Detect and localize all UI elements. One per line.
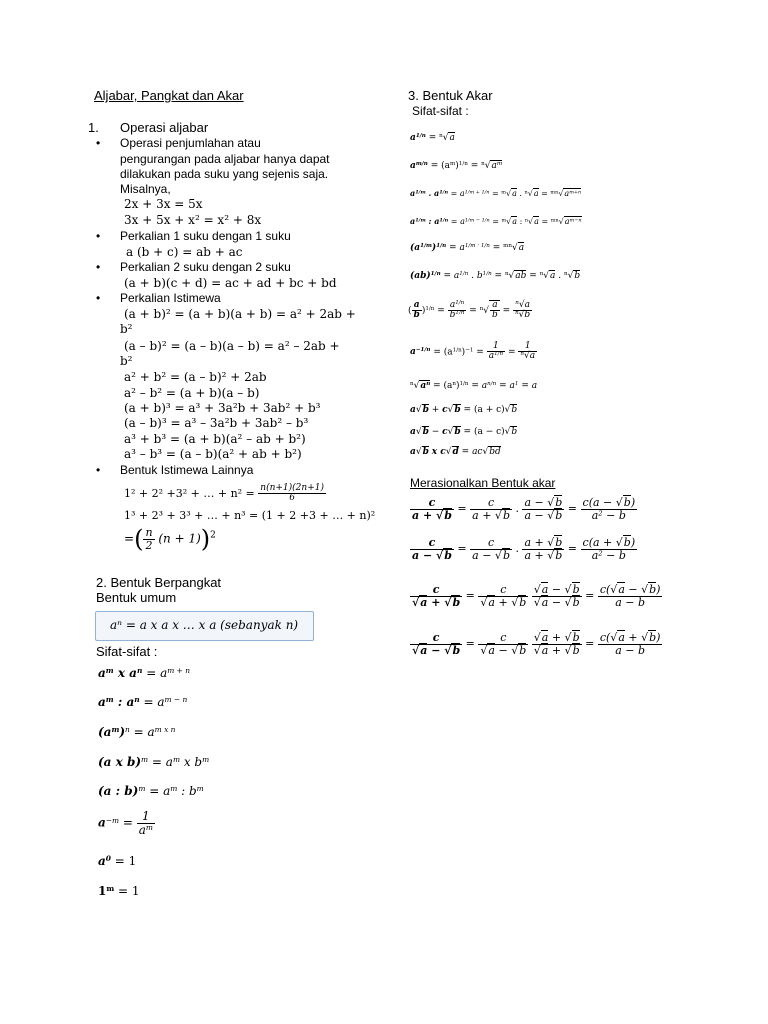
equation: (a + b)(c + d) = ac + ad + bc + bd <box>124 276 337 290</box>
rule-zero-exponent: $a^0 = 1$ <box>98 853 137 868</box>
root-rule-4: $a^{1/m}$ : $a^{1/n} = a^{1/m - 1/n} = ^m√a$ : $^n√a = ^{mn}√a^{m-n}$ <box>410 216 582 226</box>
bullet-perkalian-istimewa: • Perkalian Istimewa <box>120 291 221 305</box>
root-rule-12: a√b x c√d = ac√bd <box>410 447 501 457</box>
section-1-title: Operasi aljabar <box>120 120 209 135</box>
rule-product: $a^m$ x $a^n = a^{m + n}$ <box>98 665 191 680</box>
root-rule-11: a√b − c√b = (a − c)√b <box>410 427 518 437</box>
root-rule-5: $(a^{1/m})^{1/n} = a^{1/m \cdot 1/n} = ^{mn}√a$ <box>410 242 525 253</box>
equation: (a – b)² = (a – b)(a – b) = a² – 2ab + <box>124 339 340 353</box>
rationalize-3: $\frac{c}{√a + √b}$ = $\frac{c}{√a + √b}$ $\frac{√a - √b}{√a - √b}$ = $\frac{c(√a - √b)}{a - b}$ <box>412 583 661 609</box>
section-1-number: 1. <box>88 120 99 135</box>
root-rule-1: $a^{1/n} = ^n√a$ <box>410 132 455 143</box>
page-title: Aljabar, Pangkat dan Akar <box>94 88 244 103</box>
equation-sum-squares: 1² + 2² +3² + … + n² = $\frac{n(n+1)(2n+1)}{6}$ <box>124 483 324 504</box>
box-formula: aⁿ = a x a x … x a (sebanyak n) <box>110 618 299 632</box>
sifat-sifat-label-left: Sifat-sifat : <box>96 644 158 659</box>
section-2-title: 2. Bentuk Berpangkat <box>96 575 222 590</box>
bullet-bentuk-istimewa: • Bentuk Istimewa Lainnya <box>120 463 253 477</box>
equation: 3x + 5x + x² = x² + 8x <box>124 213 262 227</box>
equation: a³ – b³ = (a – b)(a² + ab + b²) <box>124 447 302 461</box>
equation: a (b + c) = ab + ac <box>126 245 243 259</box>
root-rule-7: ( $\frac{a}{b}$ )$^{1/n}$ = $\frac{a^{1/n}}{b^{1/n}}$ = $^n$√ $\frac{a}{b}$ = $\frac{^n√a}{^n√b}$ <box>408 299 531 321</box>
root-rule-2: $a^{m/n} = (a^m)^{1/n} = ^n√a^m$ <box>410 160 503 171</box>
sifat-sifat-label-right: Sifat-sifat : <box>412 104 469 118</box>
equation: (a + b)³ = a³ + 3a²b + 3ab² + b³ <box>124 401 321 415</box>
rule-power: $(a^m)^n = a^{m x n}$ <box>98 724 176 739</box>
root-rule-10: a√b + c√b = (a + c)√b <box>410 405 518 415</box>
root-rule-8: $a^{-1/n} = (a^{1/n})^{-1}$ = $\frac{1}{a^{1/n}}$ = $\frac{1}{^n√a}$ <box>410 341 536 362</box>
text-line: dilakukan pada suku yang sejenis saja. <box>120 167 329 181</box>
rationalize-2: $\frac{c}{a - √b}$ = $\frac{c}{a - √b}$ . $\frac{a + √b}{a + √b}$ = $\frac{c(a + √b)}{a^2 - b}$ <box>412 536 636 562</box>
root-rule-6: $(ab)^{1/n} = a^{1/n}$ . $b^{1/n} = ^n√ab = ^n√a$ . $^n$√b <box>410 270 581 281</box>
equation: b² <box>120 322 133 336</box>
equation-nicomachus: =( $\frac{n}{2}$ (n + 1))$^2$ <box>124 525 216 553</box>
rule-one-power: $1^m = 1$ <box>98 883 140 898</box>
rule-quotient-power: (a : $b)^m = a^m$ : $b^m$ <box>98 783 204 798</box>
text-line: pengurangan pada aljabar hanya dapat <box>120 152 330 166</box>
equation: a² + b² = (a – b)² + 2ab <box>124 370 267 384</box>
bentuk-umum-label: Bentuk umum <box>96 590 177 605</box>
formula-box <box>95 611 314 641</box>
root-rule-3: $a^{1/m}$ . $a^{1/n} = a^{1/m + 1/n} = ^m√a$ . $^n√a = ^{mn}√a^{m+n}$ <box>410 188 582 198</box>
bullet-perkalian-1-suku: • Perkalian 1 suku dengan 1 suku <box>120 229 291 243</box>
rule-product-power: (a x $b)^m = a^m$ x $b^m$ <box>98 754 210 769</box>
rule-negative-exponent: $a^{-m}$ = $\frac{1}{a^m}$ <box>98 809 153 837</box>
rasional-title: Merasionalkan Bentuk akar <box>410 476 556 490</box>
equation: a³ + b³ = (a + b)(a² – ab + b²) <box>124 432 306 446</box>
rationalize-1: $\frac{c}{a + √b}$ = $\frac{c}{a + √b}$ . $\frac{a - √b}{a - √b}$ = $\frac{c(a - √b)}{a^2 - b}$ <box>412 496 636 522</box>
equation: (a + b)² = (a + b)(a + b) = a² + 2ab + <box>124 307 356 321</box>
bullet-operasi-penjumlahan: • Operasi penjumlahan atau <box>120 136 261 150</box>
rule-quotient: $a^m$ : $a^n = a^{m - n}$ <box>98 694 188 709</box>
rationalize-4: $\frac{c}{√a - √b}$ = $\frac{c}{√a - √b}$ $\frac{√a + √b}{√a + √b}$ = $\frac{c(√a + √b)}{a - b}$ <box>412 631 661 657</box>
section-3-title: 3. Bentuk Akar <box>408 88 493 103</box>
equation-sum-cubes: 1³ + 2³ + 3³ + … + n³ = (1 + 2 +3 + … + n)² <box>124 509 376 522</box>
bullet-perkalian-2-suku: • Perkalian 2 suku dengan 2 suku <box>120 260 291 274</box>
text-line: Misalnya, <box>120 182 171 196</box>
equation: b² <box>120 354 133 368</box>
equation: a² – b² = (a + b)(a – b) <box>124 386 260 400</box>
equation: 2x + 3x = 5x <box>124 197 203 211</box>
equation: (a – b)³ = a³ – 3a²b + 3ab² – b³ <box>124 416 309 430</box>
root-rule-9: $^n√a^n = (a^n)^{1/n} = a^{n/n} = a^1 = a$ <box>410 380 538 391</box>
